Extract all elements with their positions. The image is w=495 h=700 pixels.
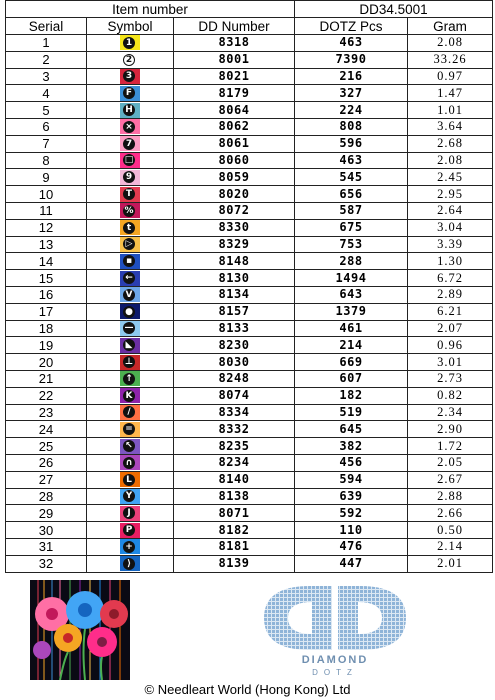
table-row: [6, 404, 493, 421]
symbol-color-swatch: [120, 523, 140, 538]
gram-cell: 2.89: [408, 286, 493, 303]
table-row: [6, 438, 493, 455]
symbol-icon: Y: [123, 490, 135, 502]
symbol-icon: 1: [123, 37, 135, 49]
gram-cell: 3.01: [408, 354, 493, 371]
gram-cell: 2.05: [408, 454, 493, 471]
dd-number-cell: 8061: [174, 135, 295, 152]
header-dd-number: DD Number: [174, 18, 295, 35]
symbol-color-swatch: [120, 439, 140, 454]
dotz-pcs-cell: 1379: [295, 303, 408, 320]
symbol-cell: [87, 488, 174, 505]
gram-cell: 2.14: [408, 538, 493, 555]
symbol-color-swatch: [120, 472, 140, 487]
table-row: [6, 522, 493, 539]
symbol-color-swatch: [120, 455, 140, 470]
dd-number-cell: 8148: [174, 253, 295, 270]
symbol-icon: =: [123, 423, 135, 435]
brand-sub: DOTZ: [312, 668, 358, 677]
serial-cell: 23: [6, 404, 87, 421]
dd-number-cell: 8064: [174, 102, 295, 119]
dotz-pcs-cell: 7390: [295, 51, 408, 68]
dd-number-cell: 8134: [174, 286, 295, 303]
symbol-cell: [87, 169, 174, 186]
color-key-table: [5, 0, 493, 573]
symbol-icon: V: [123, 289, 135, 301]
dotz-pcs-cell: 214: [295, 337, 408, 354]
serial-cell: 18: [6, 320, 87, 337]
table-row: [6, 505, 493, 522]
symbol-cell: [87, 202, 174, 219]
serial-cell: 2: [6, 51, 87, 68]
table-row: [6, 555, 493, 572]
table-row: [6, 320, 493, 337]
symbol-icon: ◣: [123, 339, 135, 351]
symbol-icon: F: [123, 87, 135, 99]
gram-cell: 0.82: [408, 387, 493, 404]
symbol-color-swatch: [120, 119, 140, 134]
dd-number-cell: 8330: [174, 219, 295, 236]
symbol-color-swatch: [120, 187, 140, 202]
symbol-cell: [87, 118, 174, 135]
dotz-pcs-cell: 596: [295, 135, 408, 152]
symbol-color-swatch: [120, 287, 140, 302]
dd-number-cell: 8133: [174, 320, 295, 337]
gram-cell: 3.04: [408, 219, 493, 236]
dd-number-cell: 8140: [174, 471, 295, 488]
symbol-cell: [87, 337, 174, 354]
dotz-pcs-cell: 592: [295, 505, 408, 522]
table-row: [6, 303, 493, 320]
table-row: [6, 135, 493, 152]
serial-cell: 20: [6, 354, 87, 371]
serial-cell: 6: [6, 118, 87, 135]
symbol-color-swatch: [120, 170, 140, 185]
dd-number-cell: 8062: [174, 118, 295, 135]
symbol-cell: [87, 303, 174, 320]
dd-number-cell: 8138: [174, 488, 295, 505]
dotz-pcs-cell: 110: [295, 522, 408, 539]
gram-cell: 2.95: [408, 186, 493, 203]
serial-cell: 31: [6, 538, 87, 555]
gram-cell: 3.64: [408, 118, 493, 135]
column-header-row: [6, 18, 493, 35]
gram-cell: 2.67: [408, 471, 493, 488]
symbol-icon: P: [123, 524, 135, 536]
table-row: [6, 454, 493, 471]
serial-cell: 5: [6, 102, 87, 119]
table-row: [6, 387, 493, 404]
gram-cell: 2.07: [408, 320, 493, 337]
gram-cell: 0.96: [408, 337, 493, 354]
symbol-color-swatch: [120, 405, 140, 420]
brand-name: DIAMOND: [301, 654, 369, 666]
diamond-dotz-logo: [240, 578, 430, 682]
item-number-value: DD34.5001: [295, 1, 493, 18]
dotz-pcs-cell: 216: [295, 68, 408, 85]
symbol-icon: %: [124, 205, 134, 216]
serial-cell: 19: [6, 337, 87, 354]
header-gram: Gram: [408, 18, 493, 35]
symbol-icon: ▷: [123, 238, 135, 250]
symbol-cell: [87, 438, 174, 455]
serial-cell: 16: [6, 286, 87, 303]
symbol-cell: [87, 421, 174, 438]
dotz-pcs-cell: 456: [295, 454, 408, 471]
symbol-icon: K: [123, 390, 135, 402]
symbol-color-swatch: [120, 338, 140, 353]
dd-number-cell: 8074: [174, 387, 295, 404]
symbol-color-swatch: [120, 271, 140, 286]
gram-cell: 2.45: [408, 169, 493, 186]
dd-number-cell: 8179: [174, 85, 295, 102]
footer-area: [0, 572, 495, 700]
dd-number-cell: 8182: [174, 522, 295, 539]
serial-cell: 32: [6, 555, 87, 572]
table-row: [6, 68, 493, 85]
header-serial: Serial: [6, 18, 87, 35]
table-row: [6, 370, 493, 387]
table-row: [6, 270, 493, 287]
symbol-cell: [87, 471, 174, 488]
dotz-pcs-cell: 447: [295, 555, 408, 572]
dotz-pcs-cell: 643: [295, 286, 408, 303]
symbol-cell: [87, 219, 174, 236]
gram-cell: 6.72: [408, 270, 493, 287]
symbol-color-swatch: [120, 355, 140, 370]
dd-number-cell: 8235: [174, 438, 295, 455]
symbol-cell: [87, 152, 174, 169]
serial-cell: 4: [6, 85, 87, 102]
symbol-icon: +: [123, 541, 135, 553]
gram-cell: 2.34: [408, 404, 493, 421]
table-row: [6, 51, 493, 68]
gram-cell: 2.64: [408, 202, 493, 219]
symbol-icon: ↖: [123, 440, 135, 452]
symbol-cell: [87, 320, 174, 337]
dotz-pcs-cell: 461: [295, 320, 408, 337]
serial-cell: 9: [6, 169, 87, 186]
symbol-icon: 9: [123, 171, 135, 183]
gram-cell: 1.30: [408, 253, 493, 270]
table-row: [6, 471, 493, 488]
serial-cell: 17: [6, 303, 87, 320]
symbol-color-swatch: [120, 86, 140, 101]
symbol-color-swatch: [120, 69, 140, 84]
dd-number-cell: 8157: [174, 303, 295, 320]
serial-cell: 22: [6, 387, 87, 404]
symbol-cell: [87, 538, 174, 555]
dd-number-cell: 8329: [174, 236, 295, 253]
dotz-pcs-cell: 545: [295, 169, 408, 186]
header-dotz-pcs: DOTZ Pcs: [295, 18, 408, 35]
serial-cell: 10: [6, 186, 87, 203]
symbol-color-swatch: [120, 321, 140, 336]
gram-cell: 2.66: [408, 505, 493, 522]
dotz-pcs-cell: 645: [295, 421, 408, 438]
symbol-icon: H: [123, 104, 135, 116]
symbol-cell: [87, 270, 174, 287]
dd-number-cell: 8072: [174, 202, 295, 219]
dotz-pcs-cell: 808: [295, 118, 408, 135]
serial-cell: 13: [6, 236, 87, 253]
symbol-cell: [87, 454, 174, 471]
table-row: [6, 421, 493, 438]
dotz-pcs-cell: 288: [295, 253, 408, 270]
symbol-icon: ⟩: [123, 558, 135, 570]
table-row: [6, 169, 493, 186]
serial-cell: 28: [6, 488, 87, 505]
dd-number-cell: 8318: [174, 35, 295, 52]
dotz-pcs-cell: 607: [295, 370, 408, 387]
gram-cell: 0.50: [408, 522, 493, 539]
symbol-color-swatch: [120, 388, 140, 403]
dd-number-cell: 8139: [174, 555, 295, 572]
dd-number-cell: 8059: [174, 169, 295, 186]
symbol-cell: [87, 186, 174, 203]
symbol-icon: T: [123, 188, 135, 200]
gram-cell: 2.68: [408, 135, 493, 152]
symbol-cell: [87, 555, 174, 572]
serial-cell: 21: [6, 370, 87, 387]
symbol-color-swatch: [120, 539, 140, 554]
table-row: [6, 152, 493, 169]
dotz-pcs-cell: 382: [295, 438, 408, 455]
gram-cell: 2.73: [408, 370, 493, 387]
dd-number-cell: 8230: [174, 337, 295, 354]
dd-number-cell: 8130: [174, 270, 295, 287]
symbol-color-swatch: [120, 237, 140, 252]
dd-number-cell: 8060: [174, 152, 295, 169]
symbol-cell: [87, 286, 174, 303]
symbol-cell: [87, 102, 174, 119]
symbol-cell: [87, 354, 174, 371]
table-row: [6, 85, 493, 102]
table-row: [6, 186, 493, 203]
gram-cell: 1.47: [408, 85, 493, 102]
dotz-pcs-cell: 463: [295, 35, 408, 52]
symbol-color-swatch: [120, 371, 140, 386]
dotz-pcs-cell: 594: [295, 471, 408, 488]
symbol-color-swatch: [120, 254, 140, 269]
symbol-color-swatch: [120, 220, 140, 235]
symbol-icon: J: [123, 507, 135, 519]
table-row: [6, 236, 493, 253]
dd-number-cell: 8020: [174, 186, 295, 203]
symbol-icon: 2: [123, 54, 135, 66]
item-number-row: [6, 1, 493, 18]
dd-number-cell: 8332: [174, 421, 295, 438]
symbol-cell: [87, 253, 174, 270]
symbol-icon: 3: [123, 70, 135, 82]
symbol-cell: [87, 51, 174, 68]
symbol-icon: □: [124, 155, 134, 166]
gram-cell: 1.72: [408, 438, 493, 455]
dd-number-cell: 8248: [174, 370, 295, 387]
symbol-icon: ←: [123, 272, 135, 284]
symbol-cell: [87, 387, 174, 404]
serial-cell: 7: [6, 135, 87, 152]
gram-cell: 33.26: [408, 51, 493, 68]
serial-cell: 30: [6, 522, 87, 539]
gram-cell: 6.21: [408, 303, 493, 320]
symbol-color-swatch: [120, 203, 140, 218]
symbol-icon: t: [123, 222, 135, 234]
dd-number-cell: 8001: [174, 51, 295, 68]
table-row: [6, 102, 493, 119]
dotz-pcs-cell: 675: [295, 219, 408, 236]
gram-cell: 1.01: [408, 102, 493, 119]
dd-number-cell: 8181: [174, 538, 295, 555]
symbol-color-swatch: [120, 52, 140, 67]
serial-cell: 8: [6, 152, 87, 169]
symbol-color-swatch: [120, 136, 140, 151]
dotz-pcs-cell: 1494: [295, 270, 408, 287]
serial-cell: 14: [6, 253, 87, 270]
table-row: [6, 337, 493, 354]
gram-cell: 0.97: [408, 68, 493, 85]
table-row: [6, 253, 493, 270]
symbol-color-swatch: [120, 489, 140, 504]
copyright-notice: © Needleart World (Hong Kong) Ltd: [144, 682, 351, 697]
serial-cell: 29: [6, 505, 87, 522]
table-row: [6, 118, 493, 135]
symbol-icon: 7: [123, 138, 135, 150]
symbol-color-swatch: [120, 35, 140, 50]
symbol-color-swatch: [120, 153, 140, 168]
item-number-label: Item number: [6, 1, 295, 18]
symbol-color-swatch: [120, 422, 140, 437]
symbol-icon: /: [123, 406, 135, 418]
gram-cell: 2.08: [408, 35, 493, 52]
dotz-pcs-cell: 182: [295, 387, 408, 404]
table-row: [6, 354, 493, 371]
table-row: [6, 488, 493, 505]
symbol-cell: [87, 35, 174, 52]
dotz-pcs-cell: 587: [295, 202, 408, 219]
symbol-icon: ⊥: [124, 357, 134, 368]
symbol-icon: ↑: [123, 373, 135, 385]
gram-cell: 2.01: [408, 555, 493, 572]
serial-cell: 11: [6, 202, 87, 219]
dd-number-cell: 8030: [174, 354, 295, 371]
symbol-icon: ∩: [123, 457, 135, 469]
dotz-pcs-cell: 327: [295, 85, 408, 102]
gram-cell: 2.90: [408, 421, 493, 438]
serial-cell: 12: [6, 219, 87, 236]
gram-cell: 2.08: [408, 152, 493, 169]
dotz-pcs-cell: 224: [295, 102, 408, 119]
dd-number-cell: 8021: [174, 68, 295, 85]
table-row: [6, 538, 493, 555]
dotz-pcs-cell: 476: [295, 538, 408, 555]
symbol-color-swatch: [120, 103, 140, 118]
dd-number-cell: 8334: [174, 404, 295, 421]
serial-cell: 26: [6, 454, 87, 471]
symbol-cell: [87, 68, 174, 85]
dotz-pcs-cell: 519: [295, 404, 408, 421]
header-symbol: Symbol: [87, 18, 174, 35]
table-row: [6, 286, 493, 303]
symbol-color-swatch: [120, 304, 140, 319]
serial-cell: 1: [6, 35, 87, 52]
symbol-cell: [87, 404, 174, 421]
symbol-cell: [87, 236, 174, 253]
symbol-icon: ▪: [123, 255, 135, 267]
gram-cell: 3.39: [408, 236, 493, 253]
symbol-icon: ×: [123, 121, 135, 133]
table-row: [6, 35, 493, 52]
symbol-cell: [87, 505, 174, 522]
dotz-pcs-cell: 753: [295, 236, 408, 253]
artwork-preview-image: [30, 580, 130, 680]
symbol-color-swatch: [120, 506, 140, 521]
symbol-cell: [87, 85, 174, 102]
dotz-pcs-cell: 669: [295, 354, 408, 371]
symbol-cell: [87, 370, 174, 387]
symbol-cell: [87, 135, 174, 152]
symbol-icon: ●: [123, 306, 135, 318]
dotz-pcs-cell: 656: [295, 186, 408, 203]
symbol-color-swatch: [120, 556, 140, 571]
serial-cell: 27: [6, 471, 87, 488]
dd-number-cell: 8071: [174, 505, 295, 522]
serial-cell: 3: [6, 68, 87, 85]
symbol-icon: L: [123, 474, 135, 486]
symbol-icon: —: [124, 323, 134, 334]
dd-number-cell: 8234: [174, 454, 295, 471]
table-row: [6, 219, 493, 236]
symbol-cell: [87, 522, 174, 539]
serial-cell: 24: [6, 421, 87, 438]
gram-cell: 2.88: [408, 488, 493, 505]
serial-cell: 25: [6, 438, 87, 455]
dotz-pcs-cell: 463: [295, 152, 408, 169]
table-row: [6, 202, 493, 219]
serial-cell: 15: [6, 270, 87, 287]
dotz-pcs-cell: 639: [295, 488, 408, 505]
